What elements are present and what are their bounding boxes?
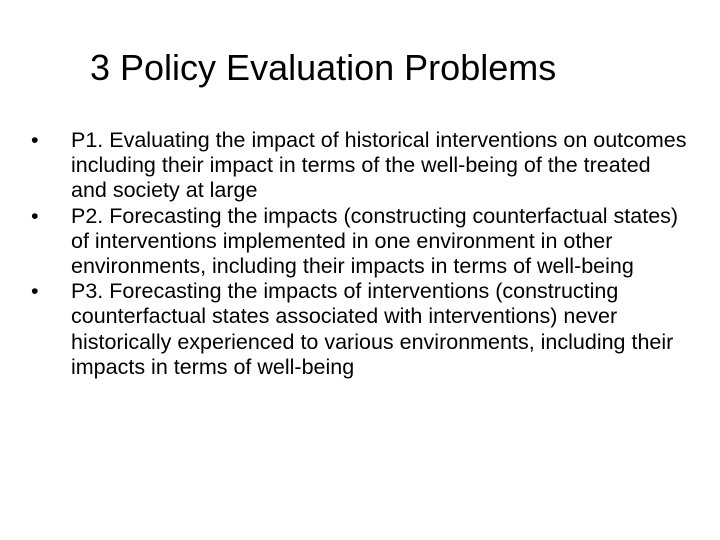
- bullet-icon: •: [31, 279, 39, 304]
- bullet-icon: •: [31, 128, 39, 152]
- slide-title: 3 Policy Evaluation Problems: [90, 47, 557, 88]
- bullet-text: P1. Evaluating the impact of historical interventions on outcomes including their impact in terms of the well-being of the treated and society at large: [71, 128, 687, 203]
- bullet-item-p1: [31, 128, 691, 204]
- bullet-icon: •: [31, 203, 39, 228]
- bullet-text: P3. Forecasting the impacts of interventions (constructing counterfactual states associated with interventions) never historically experienced to various environments, including their impacts in terms of well-being: [71, 279, 674, 379]
- bullet-list: [31, 128, 691, 380]
- bullet-item-p3: [31, 279, 691, 380]
- bullet-text: P2. Forecasting the impacts (constructing counterfactual states) of interventions implemented in one environment in other environments, including their impacts in terms of well-being: [71, 203, 679, 279]
- bullet-item-p2: [31, 204, 691, 280]
